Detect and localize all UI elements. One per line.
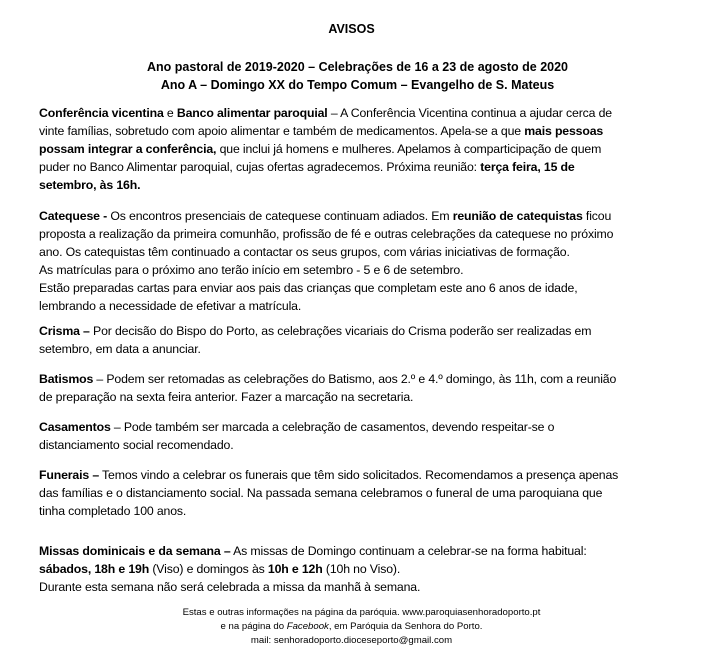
text-span: , em Paróquia da Senhora do Porto. <box>328 621 483 632</box>
bold-span: mais pessoas <box>524 124 604 138</box>
section-funerais <box>39 466 699 520</box>
heading-missas: Missas dominicais e da semana – <box>39 544 231 558</box>
heading-catequese: Catequese - <box>39 209 108 223</box>
section-conferencia <box>39 104 699 194</box>
subtitle-pastoral-year: Ano pastoral de 2019-2020 – Celebrações de 16 a 23 de agosto de 2020 <box>146 60 569 74</box>
text-line <box>39 560 699 578</box>
text-span: e na página do <box>220 621 287 632</box>
bold-span: setembro, às 16h. <box>39 178 141 192</box>
text-line: proposta a realização da primeira comunhão, profissão de fé e outras celebrações da catequese no próximo <box>39 227 614 241</box>
text-line <box>39 322 699 340</box>
text-line <box>39 542 699 560</box>
text-line: ano. Os catequistas têm continuado a contactar os seus grupos, com várias iniciativas de formação. <box>39 245 570 259</box>
text-span: (10h no Viso). <box>322 562 401 576</box>
section-batismos <box>39 370 699 406</box>
bold-span: 10h e 12h <box>267 562 323 576</box>
section-casamentos <box>39 418 699 454</box>
text-span: puder no Banco Alimentar paroquial, cujas ofertas agradecemos. Próxima reunião: <box>39 160 481 174</box>
footer <box>0 606 703 648</box>
text-span: Por decisão do Bispo do Porto, as celebrações vicariais do Crisma poderão ser realizadas em <box>89 324 592 338</box>
text-line <box>39 122 699 140</box>
text-span: As missas de Domingo continuam a celebrar-se na forma habitual: <box>230 544 587 558</box>
facebook-text: Facebook <box>286 621 329 632</box>
text-line: das famílias e o distanciamento social. Na passada semana celebramos o funeral de uma paroquiana que <box>39 486 603 500</box>
text-line: tinha completado 100 anos. <box>39 504 187 518</box>
bold-span: sábados, 18h e 19h <box>39 562 150 576</box>
text-span: vinte famílias, sobretudo com apoio alimentar e também de medicamentos. Apela-se a que <box>39 124 525 138</box>
section-crisma <box>39 322 699 358</box>
text-span: Os encontros presenciais de catequese continuam adiados. Em <box>107 209 453 223</box>
bold-span: terça feira, 15 de <box>480 160 575 174</box>
text-line: distanciamento social recomendado. <box>39 438 234 452</box>
text-span: que inclui já homens e mulheres. Apelamos à comparticipação de quem <box>216 142 602 156</box>
heading-funerais: Funerais – <box>39 468 100 482</box>
text-span: (Viso) e domingos às <box>149 562 268 576</box>
text-line: de preparação na sexta feira anterior. Fazer a marcação na secretaria. <box>39 390 414 404</box>
text-line: Estão preparadas cartas para enviar aos pais das crianças que completam este ano 6 anos de idade, <box>39 281 578 295</box>
bold-span: possam integrar a conferência, <box>39 142 217 156</box>
text-line <box>39 140 699 158</box>
heading-batismos: Batismos <box>39 372 94 386</box>
text-span: – A Conferência Vicentina continua a ajudar cerca de <box>327 106 612 120</box>
text-line: setembro, em data a anunciar. <box>39 342 201 356</box>
text-span: – Pode também ser marcada a celebração de casamentos, devendo respeitar-se o <box>110 420 555 434</box>
bold-span: reunião de catequistas <box>452 209 583 223</box>
subtitle-liturgical-sunday: Ano A – Domingo XX do Tempo Comum – Evangelho de S. Mateus <box>160 78 555 92</box>
text-line: Durante esta semana não será celebrada a missa da manhã à semana. <box>39 580 421 594</box>
footer-email-line: mail: senhoradoporto.dioceseporto@gmail.com <box>250 635 453 646</box>
footer-website-line: Estas e outras informações na página da paróquia. www.paroquiasenhoradoporto.pt <box>182 607 541 618</box>
text-span: ficou <box>582 209 612 223</box>
text-line: lembrando a necessidade de efetivar a matrícula. <box>39 299 302 313</box>
text-line <box>39 104 699 122</box>
text-line <box>39 418 699 436</box>
section-missas <box>39 542 699 596</box>
footer-facebook-line <box>0 620 703 634</box>
text-line: As matrículas para o próximo ano terão início em setembro - 5 e 6 de setembro. <box>39 263 464 277</box>
section-catequese <box>39 207 699 315</box>
page-title: AVISOS <box>328 22 375 36</box>
text-line <box>39 207 699 225</box>
heading-crisma: Crisma – <box>39 324 90 338</box>
heading-conferencia: Conferência vicentina <box>39 106 164 120</box>
text-line <box>39 158 699 176</box>
text-span: e <box>163 106 177 120</box>
heading-casamentos: Casamentos <box>39 420 111 434</box>
text-line <box>39 466 699 484</box>
text-line <box>39 176 699 194</box>
text-line <box>39 370 699 388</box>
text-span: – Podem ser retomadas as celebrações do Batismo, aos 2.º e 4.º domingo, às 11h, com a reunião <box>93 372 617 386</box>
text-span: Temos vindo a celebrar os funerais que têm sido solicitados. Recomendamos a presença apenas <box>99 468 619 482</box>
heading-banco-alimentar: Banco alimentar paroquial <box>176 106 328 120</box>
